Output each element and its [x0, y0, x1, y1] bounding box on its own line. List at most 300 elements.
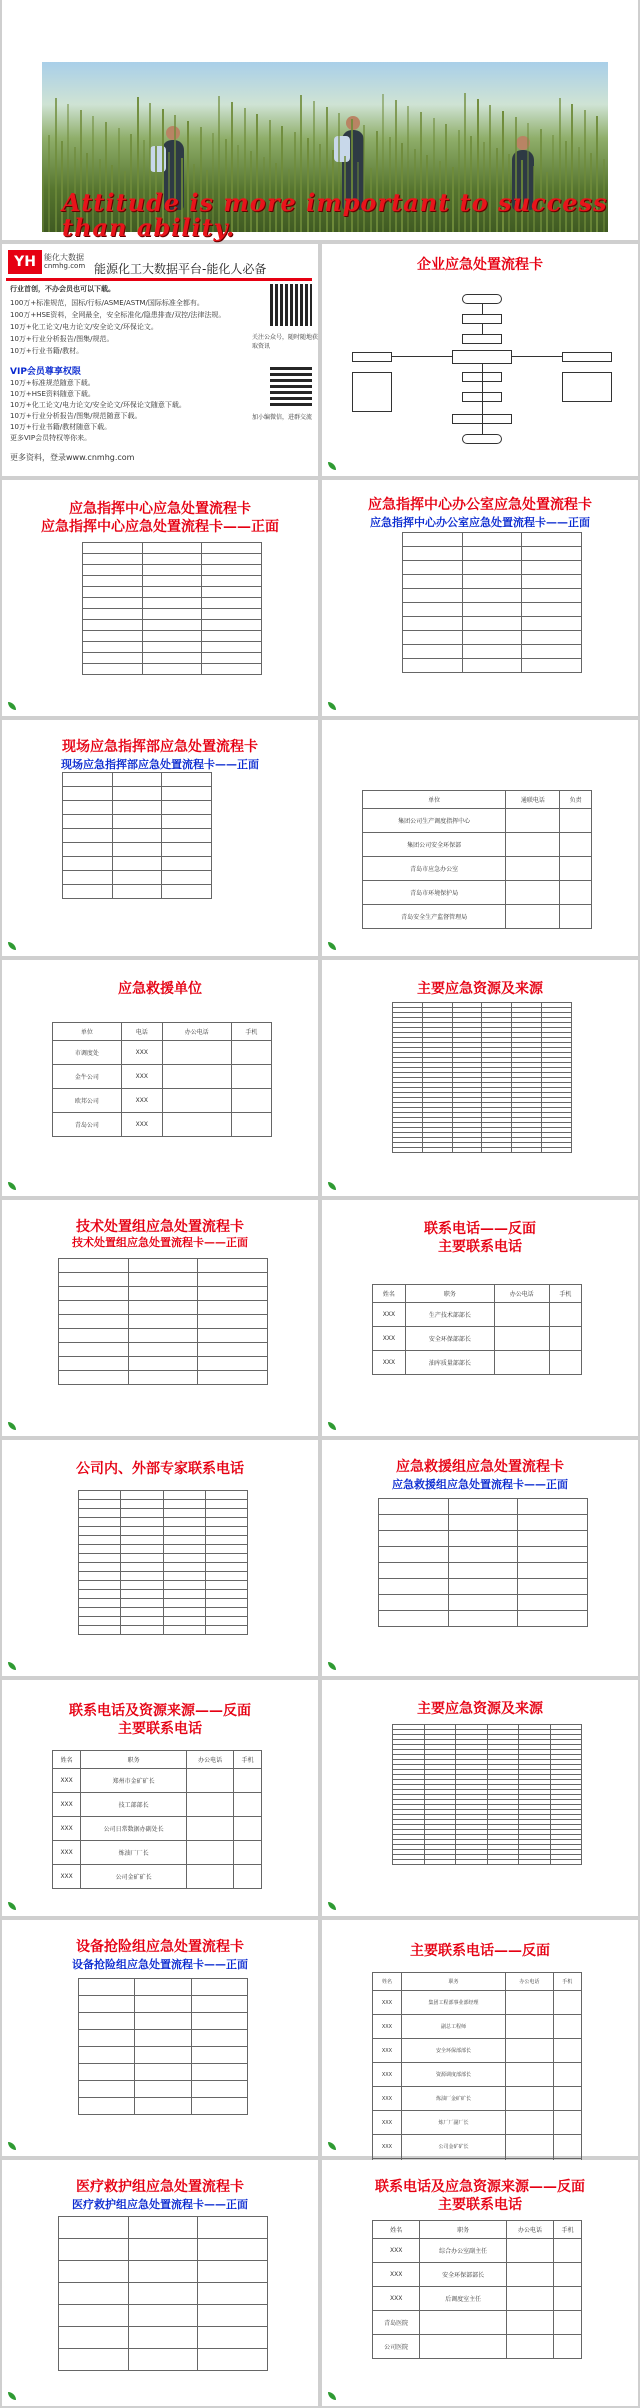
table-cell: 后调度室主任	[420, 2287, 507, 2311]
flow-node	[462, 294, 502, 304]
reed-stroke	[55, 98, 57, 232]
table-cell	[162, 885, 212, 899]
table-cell	[135, 1996, 191, 2013]
table-cell	[198, 1287, 268, 1301]
table-row	[373, 2135, 582, 2159]
table-cell	[79, 1518, 121, 1527]
table-cell	[506, 2015, 553, 2039]
table-row	[373, 2087, 582, 2111]
table-row	[379, 1563, 588, 1579]
leaf-icon	[328, 1182, 336, 1190]
table-cell	[83, 642, 143, 653]
slide-title: 医疗救护组应急处置流程卡	[76, 2179, 244, 2195]
table-cell	[112, 843, 162, 857]
table-cell	[393, 1860, 425, 1865]
table-row	[373, 2239, 582, 2263]
column-header: 姓名	[373, 1973, 402, 1991]
table-cell	[163, 1599, 205, 1608]
table-cell	[506, 905, 560, 929]
table-cell	[202, 631, 262, 642]
table-row	[79, 2013, 248, 2030]
table-cell	[79, 1599, 121, 1608]
table-row	[403, 659, 582, 673]
slide-card	[2, 2160, 318, 2406]
table-cell	[522, 561, 582, 575]
vip-line: 10万+行业分析报告/图集/规范随意下载。	[10, 412, 142, 420]
promo-line: 100万+标准规范，国标/行标/ASME/ASTM/国际标准全都有。	[10, 299, 204, 307]
leaf-icon	[328, 1662, 336, 1670]
contact-table	[372, 1972, 582, 2183]
table-cell: XXX	[53, 1817, 81, 1841]
table-cell	[379, 1563, 449, 1579]
table-row	[59, 2261, 268, 2283]
table-cell	[506, 2239, 553, 2263]
table-row	[79, 1518, 248, 1527]
table-cell	[83, 664, 143, 675]
table-cell	[121, 1608, 163, 1617]
table-cell	[112, 871, 162, 885]
table-row	[59, 1315, 268, 1329]
table-cell	[59, 2261, 129, 2283]
table-cell: XXX	[373, 2063, 402, 2087]
table-row	[79, 1554, 248, 1563]
table-cell	[191, 2047, 247, 2064]
table-cell	[512, 1148, 542, 1153]
table-cell	[121, 1527, 163, 1536]
table-cell	[205, 1518, 247, 1527]
table-row	[63, 801, 212, 815]
column-header: 负责	[560, 791, 592, 809]
column-header: 单位	[53, 1023, 122, 1041]
table-row	[59, 1259, 268, 1273]
table-cell	[198, 2217, 268, 2239]
table-cell: 青岛市环境保护局	[363, 881, 506, 905]
table-cell	[198, 2327, 268, 2349]
table-cell	[83, 598, 143, 609]
table-cell	[191, 1979, 247, 1996]
divider	[6, 278, 312, 281]
table-cell	[205, 1581, 247, 1590]
table-row	[59, 1301, 268, 1315]
table-cell	[198, 1329, 268, 1343]
table-cell	[187, 1817, 234, 1841]
table-cell	[198, 1259, 268, 1273]
hero-slide	[2, 0, 638, 240]
table-cell	[142, 631, 202, 642]
table-cell	[121, 1500, 163, 1509]
table-cell	[83, 653, 143, 664]
table-cell	[112, 787, 162, 801]
column-header: 单位	[363, 791, 506, 809]
table-row	[53, 1065, 272, 1089]
table-cell	[462, 659, 522, 673]
table-cell	[553, 2087, 581, 2111]
table-cell	[448, 1563, 518, 1579]
table-cell	[205, 1626, 247, 1635]
table-cell	[205, 1608, 247, 1617]
table-cell	[403, 561, 463, 575]
table-cell	[202, 609, 262, 620]
table-cell	[403, 547, 463, 561]
table-cell: XXX	[121, 1041, 162, 1065]
table-row	[79, 1590, 248, 1599]
slide-card	[2, 720, 318, 956]
table-cell	[79, 1554, 121, 1563]
table-row	[79, 1617, 248, 1626]
table-cell	[128, 1329, 198, 1343]
table-row	[373, 2287, 582, 2311]
table-cell	[202, 565, 262, 576]
table-cell	[554, 2287, 582, 2311]
table-row	[59, 2327, 268, 2349]
table-cell	[560, 833, 592, 857]
table-cell: 公司医院	[373, 2335, 420, 2359]
table-cell	[522, 659, 582, 673]
table-cell	[79, 1572, 121, 1581]
table-cell	[187, 1841, 234, 1865]
table-row	[373, 2063, 582, 2087]
slide-card	[2, 1440, 318, 1676]
table-cell	[494, 1303, 549, 1327]
table-row	[53, 1041, 272, 1065]
table-cell	[128, 2217, 198, 2239]
table-cell	[187, 1793, 234, 1817]
table-cell	[83, 554, 143, 565]
table-cell	[518, 1499, 588, 1515]
table-cell	[462, 575, 522, 589]
table-row	[79, 1608, 248, 1617]
table-cell	[494, 1351, 549, 1375]
leaf-icon	[328, 1422, 336, 1430]
table-cell	[560, 809, 592, 833]
table-cell	[128, 2349, 198, 2371]
sprayer-tank	[334, 136, 350, 162]
table-cell	[128, 1301, 198, 1315]
table-cell	[128, 1357, 198, 1371]
table-cell	[205, 1554, 247, 1563]
table-cell	[231, 1041, 271, 1065]
table-cell	[112, 857, 162, 871]
table-cell: 郑州市金矿矿长	[81, 1769, 187, 1793]
table-cell	[487, 1860, 519, 1865]
table-cell	[121, 1536, 163, 1545]
table-row	[79, 2047, 248, 2064]
table-row	[59, 1329, 268, 1343]
table-cell	[83, 587, 143, 598]
table-cell: 集团公司安全环保部	[363, 833, 506, 857]
table-cell	[522, 589, 582, 603]
table-cell	[422, 1148, 452, 1153]
table-row	[53, 1865, 262, 1889]
table-cell	[506, 2039, 553, 2063]
table-cell	[202, 554, 262, 565]
table-cell	[79, 1527, 121, 1536]
column-header: 办公电话	[506, 2221, 553, 2239]
table-cell	[79, 1563, 121, 1572]
table-cell	[142, 620, 202, 631]
slide-card	[2, 1200, 318, 1436]
table-cell	[403, 645, 463, 659]
rescue-table	[52, 1022, 272, 1137]
table-row	[59, 1287, 268, 1301]
table-row	[373, 2335, 582, 2359]
brand-site[interactable]: cnmhg.com	[44, 262, 86, 270]
vip-line: 更多VIP会员特权等你来。	[10, 434, 92, 442]
table-cell	[205, 1563, 247, 1572]
table-cell	[163, 1527, 205, 1536]
table-cell	[112, 885, 162, 899]
qr-note: 加小编微信，进群交流	[252, 414, 313, 421]
table-cell	[379, 1611, 449, 1627]
table-row	[79, 1509, 248, 1518]
column-header: 职务	[420, 2221, 507, 2239]
table-cell	[198, 1315, 268, 1329]
table-cell: 公司金矿矿长	[81, 1865, 187, 1889]
table-cell	[202, 642, 262, 653]
promo-slide	[2, 244, 318, 476]
column-header: 手机	[554, 2221, 582, 2239]
table-row	[379, 1515, 588, 1531]
slide-title: 应急指挥中心应急处置流程卡	[69, 501, 251, 517]
table-cell	[518, 1595, 588, 1611]
table-row	[83, 642, 262, 653]
table-cell	[162, 801, 212, 815]
table-cell	[518, 1563, 588, 1579]
table-row	[83, 620, 262, 631]
table-cell	[506, 2311, 553, 2335]
table-row	[373, 2263, 582, 2287]
table-cell	[79, 2098, 135, 2115]
table-row	[63, 815, 212, 829]
promo-line: 10万+行业分析报告/图集/规范。	[10, 335, 114, 343]
flow-node	[562, 352, 612, 362]
slide-card	[322, 960, 638, 1196]
table-cell	[518, 1531, 588, 1547]
table-cell	[549, 1327, 581, 1351]
column-header: 电话	[121, 1023, 162, 1041]
table-cell	[163, 1545, 205, 1554]
table-cell	[135, 2047, 191, 2064]
table-cell	[187, 1865, 234, 1889]
vip-line: 10万+行业书籍/教材随意下载。	[10, 423, 112, 431]
slide-card	[2, 1680, 318, 1916]
table-cell	[135, 2013, 191, 2030]
table-cell	[198, 1301, 268, 1315]
expert-table	[78, 1490, 248, 1635]
table-cell	[79, 1626, 121, 1635]
table-cell	[121, 1599, 163, 1608]
resource-table	[392, 1724, 582, 1865]
table-cell	[59, 2327, 129, 2349]
leaf-icon	[8, 1902, 16, 1910]
table-cell	[462, 533, 522, 547]
table-cell	[554, 2335, 582, 2359]
table-row	[393, 1148, 572, 1153]
slide-subtitle: 设备抢险组应急处置流程卡——正面	[72, 1958, 248, 1971]
table-row	[79, 2081, 248, 2098]
table-cell	[128, 1259, 198, 1273]
table-cell	[59, 1259, 129, 1273]
table-cell: XXX	[373, 2087, 402, 2111]
slide-title: 联系电话及应急资源来源——反面	[375, 2179, 585, 2195]
table-row	[79, 2098, 248, 2115]
table-cell	[553, 2015, 581, 2039]
table-cell	[142, 554, 202, 565]
table-row	[79, 1563, 248, 1572]
table-cell	[79, 1608, 121, 1617]
leaf-icon	[328, 2142, 336, 2150]
slide-card	[2, 1920, 318, 2156]
slide-card	[322, 1200, 638, 1436]
promo-line: 100万+HSE资料，全网最全，安全标准化/隐患排查/双控/法律法规。	[10, 311, 226, 319]
table-row	[83, 543, 262, 554]
table-cell	[163, 1617, 205, 1626]
table-row	[83, 554, 262, 565]
table-row	[379, 1547, 588, 1563]
flow-node	[562, 372, 612, 402]
table-cell	[135, 2030, 191, 2047]
table-cell	[542, 1148, 572, 1153]
table-cell	[121, 1617, 163, 1626]
table-cell: 安全环保部部长	[420, 2263, 507, 2287]
table-row	[79, 1599, 248, 1608]
column-header: 姓名	[373, 2221, 420, 2239]
table-cell	[191, 1996, 247, 2013]
column-header: 办公电话	[494, 1285, 549, 1303]
table-row	[403, 561, 582, 575]
table-row	[79, 2030, 248, 2047]
table-cell	[59, 1343, 129, 1357]
table-row	[373, 2015, 582, 2039]
table-cell	[142, 664, 202, 675]
table-cell	[234, 1769, 262, 1793]
table-row	[79, 1572, 248, 1581]
table-cell	[128, 1371, 198, 1385]
table-row	[83, 565, 262, 576]
table-row	[83, 664, 262, 675]
slide-title: 设备抢险组应急处置流程卡	[76, 1939, 244, 1955]
table-cell	[121, 1509, 163, 1518]
column-header: 办公电话	[162, 1023, 231, 1041]
table-cell	[79, 2064, 135, 2081]
table-cell	[79, 1509, 121, 1518]
table-header-row	[53, 1751, 262, 1769]
table-row	[63, 885, 212, 899]
column-header: 职务	[81, 1751, 187, 1769]
table-cell: XXX	[373, 1991, 402, 2015]
table-row	[363, 881, 592, 905]
flow-node	[462, 314, 502, 324]
brand-name: 能化大数据	[44, 253, 84, 262]
table-cell	[198, 1343, 268, 1357]
table-cell	[163, 1563, 205, 1572]
leaf-icon	[8, 2142, 16, 2150]
table-cell	[112, 815, 162, 829]
table-cell	[163, 1626, 205, 1635]
table-cell	[121, 1572, 163, 1581]
table-cell	[198, 2239, 268, 2261]
reed-stroke	[48, 135, 50, 232]
table-cell	[63, 801, 113, 815]
table-cell	[59, 1301, 129, 1315]
table-cell	[163, 1536, 205, 1545]
table-cell: 生产技术部部长	[405, 1303, 494, 1327]
slide-title: 应急救援组应急处置流程卡	[396, 1459, 564, 1475]
table-cell: XXX	[373, 1327, 406, 1351]
table-cell	[522, 645, 582, 659]
table-cell	[205, 1509, 247, 1518]
table-cell	[456, 1860, 488, 1865]
table-row	[79, 1996, 248, 2013]
table-row	[363, 809, 592, 833]
table-cell	[522, 575, 582, 589]
table-cell	[205, 1527, 247, 1536]
table-cell: XXX	[53, 1793, 81, 1817]
more-link[interactable]: 更多资料，登录www.cnmhg.com	[10, 453, 135, 462]
table-cell	[163, 1581, 205, 1590]
table-cell	[79, 1581, 121, 1590]
vip-line: 10万+HSE资料随意下载。	[10, 390, 95, 398]
table-cell	[205, 1491, 247, 1500]
table-cell	[198, 1371, 268, 1385]
table-cell: XXX	[53, 1769, 81, 1793]
table-cell	[83, 576, 143, 587]
table-cell	[420, 2335, 507, 2359]
table-cell	[202, 576, 262, 587]
table-cell	[198, 1273, 268, 1287]
table-cell	[198, 2349, 268, 2371]
table-cell	[79, 1491, 121, 1500]
table-cell	[202, 543, 262, 554]
table-cell	[205, 1536, 247, 1545]
table-cell	[506, 2135, 553, 2159]
table-cell	[191, 2081, 247, 2098]
flow-edge	[482, 324, 483, 334]
column-header: 手机	[231, 1023, 271, 1041]
table-cell	[191, 2013, 247, 2030]
table-row	[63, 871, 212, 885]
table-cell	[163, 1572, 205, 1581]
table-cell	[549, 1303, 581, 1327]
table-row	[83, 609, 262, 620]
slide-card	[322, 1920, 638, 2156]
table-cell	[198, 1357, 268, 1371]
table-cell	[448, 1547, 518, 1563]
slide-card	[322, 1680, 638, 1916]
table-cell	[554, 2263, 582, 2287]
table-cell	[403, 631, 463, 645]
table-cell	[393, 1148, 423, 1153]
table-cell	[198, 2283, 268, 2305]
table-cell: XXX	[373, 2287, 420, 2311]
table-cell: XXX	[373, 1303, 406, 1327]
table-cell	[79, 2013, 135, 2030]
table-cell	[162, 843, 212, 857]
table-row	[379, 1579, 588, 1595]
table-cell	[403, 659, 463, 673]
table-cell	[553, 1991, 581, 2015]
table-cell	[379, 1595, 449, 1611]
table-cell: 集团工程部事业部经理	[401, 1991, 505, 2015]
table-row	[83, 598, 262, 609]
table-cell: 金牛公司	[53, 1065, 122, 1089]
table-cell	[448, 1499, 518, 1515]
table-cell	[79, 2030, 135, 2047]
table-cell	[79, 2047, 135, 2064]
promo-headline: 能源化工大数据平台-能化人必备	[94, 262, 267, 276]
leaf-icon	[8, 1422, 16, 1430]
table-cell	[448, 1579, 518, 1595]
